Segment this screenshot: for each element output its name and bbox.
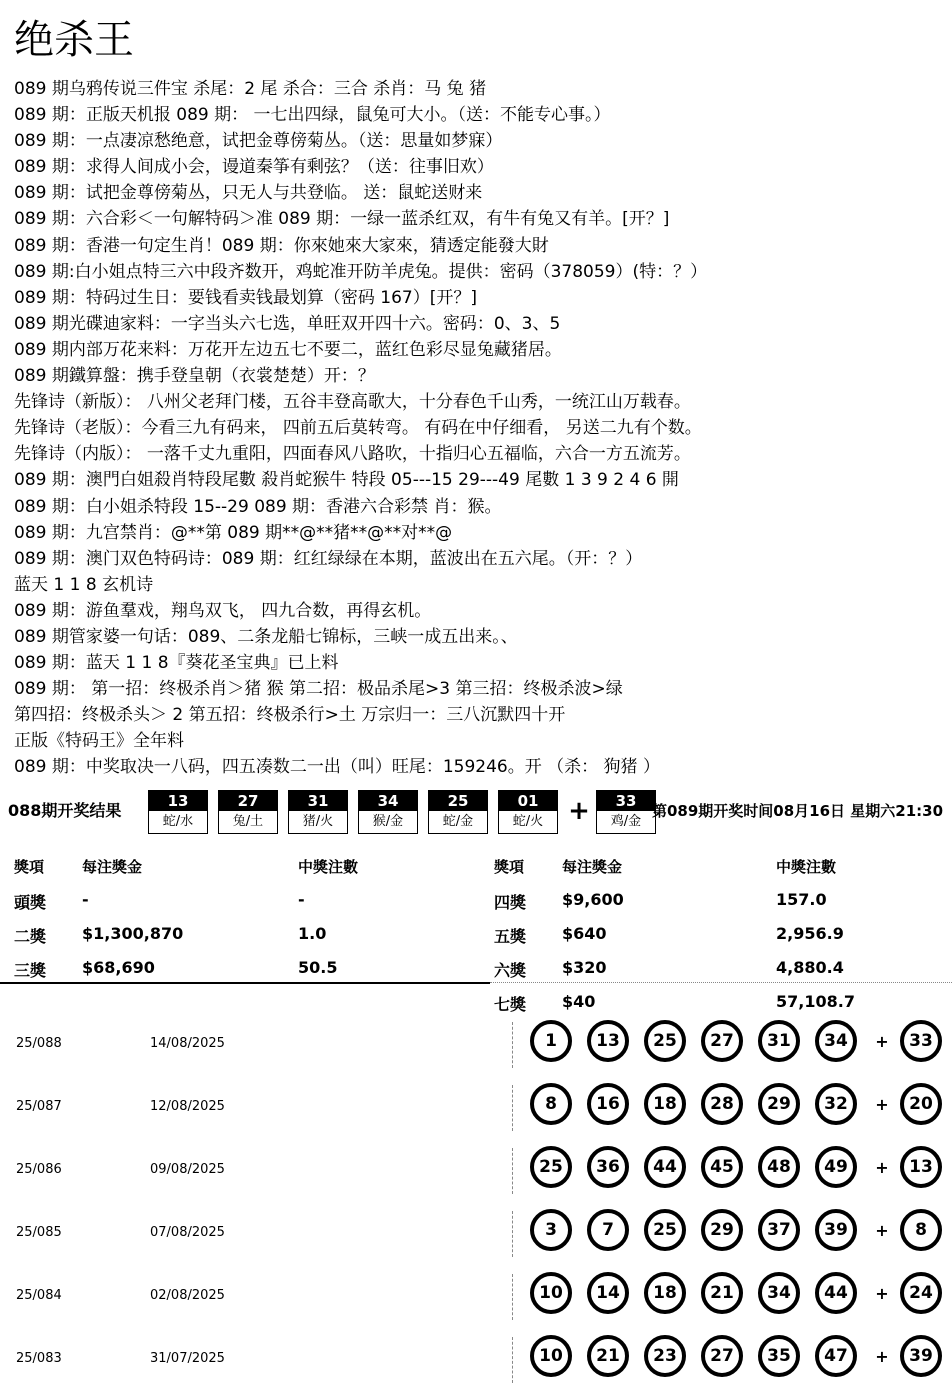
ball-zodiac: 猴/金 <box>372 814 404 829</box>
prediction-line: 089 期：九宫禁肖：@**第 089 期**@**猪**@**对**@ <box>14 522 453 543</box>
history-ball: 14 <box>587 1272 629 1314</box>
prediction-line: 089 期:白小姐点特三六中段齐数开，鸡蛇准开防羊虎兔。提供：密码（378059）(特：？） <box>14 261 708 282</box>
prediction-line: 正版《特码王》全年料 <box>14 731 184 752</box>
ball-number: 01 <box>499 791 557 811</box>
prize-table <box>0 848 952 1018</box>
prize-count: 2,956.9 <box>776 924 844 943</box>
history-ball: 44 <box>815 1272 857 1314</box>
prize-name: 五獎 <box>494 927 527 946</box>
history-ball: 27 <box>701 1335 743 1377</box>
prize-name: 三獎 <box>14 961 47 980</box>
history-ball: 45 <box>701 1146 743 1188</box>
history-separator <box>512 1211 513 1257</box>
history-ball: 10 <box>530 1335 572 1377</box>
history-special-ball: 24 <box>900 1272 942 1314</box>
prediction-line: 089 期： 第一招：终极杀肖＞猪 猴 第二招：极品杀尾>3 第三招：终极杀波>绿 <box>14 679 623 700</box>
prediction-line: 089 期：游鱼羣戏，翔鸟双飞， 四九合数，再得玄机。 <box>14 600 432 621</box>
history-row <box>0 1205 952 1265</box>
page-title: 绝杀王 <box>14 17 134 63</box>
history-ball: 29 <box>758 1083 800 1125</box>
prize-count: 50.5 <box>298 958 338 977</box>
history-special-ball: 33 <box>900 1020 942 1062</box>
ball-number: 13 <box>149 791 207 811</box>
prediction-line: 089 期：正版天机报 089 期： 一七出四绿，鼠兔可大小。（送：不能专心事。） <box>14 105 611 126</box>
prize-count: 1.0 <box>298 924 327 943</box>
history-ball: 39 <box>815 1209 857 1251</box>
prediction-line: 089 期内部万花来料：万花开左边五七不要二，蓝红色彩尽显兔藏猪居。 <box>14 339 562 360</box>
history-date: 31/07/2025 <box>150 1351 225 1366</box>
history-ball: 28 <box>701 1083 743 1125</box>
prediction-line: 089 期：蓝天 1 1 8『葵花圣宝典』已上料 <box>14 653 339 674</box>
history-ball: 18 <box>644 1272 686 1314</box>
prediction-line: 089 期：白小姐杀特段 15--29 089 期：香港六合彩禁 肖：猴。 <box>14 496 502 517</box>
history-date: 02/08/2025 <box>150 1288 225 1303</box>
ball-number: 34 <box>359 791 417 811</box>
prize-amount: $320 <box>562 958 607 977</box>
history-ball: 1 <box>530 1020 572 1062</box>
plus-sign: + <box>875 1346 889 1366</box>
history-ball: 44 <box>644 1146 686 1188</box>
prediction-line: 先锋诗（新版）： 八州父老拜门楼，五谷丰登高歌大，十分春色千山秀，一统江山万载春。 <box>14 392 691 413</box>
prize-divider-dotted <box>490 982 952 983</box>
history-date: 07/08/2025 <box>150 1225 225 1240</box>
history-ball: 25 <box>530 1146 572 1188</box>
history-ball: 35 <box>758 1335 800 1377</box>
plus-sign: + <box>568 796 590 826</box>
plus-sign: + <box>875 1283 889 1303</box>
prize-header: 獎項 <box>494 858 525 876</box>
prize-count: 4,880.4 <box>776 958 844 977</box>
history-ball: 31 <box>758 1020 800 1062</box>
result-ball <box>428 790 488 834</box>
ball-zodiac: 鸡/金 <box>610 814 642 829</box>
prediction-line: 089 期：试把金尊傍菊丛，只无人与共登临。 送：鼠蛇送财来 <box>14 183 483 204</box>
history-ball: 48 <box>758 1146 800 1188</box>
history-row <box>0 1016 952 1076</box>
history-special-ball: 13 <box>900 1146 942 1188</box>
history-ball: 36 <box>587 1146 629 1188</box>
ball-number: 33 <box>597 791 655 811</box>
prize-amount: $68,690 <box>82 958 155 977</box>
ball-zodiac: 蛇/金 <box>442 814 474 829</box>
prize-header: 每注獎金 <box>562 858 623 876</box>
prediction-line: 089 期乌鸦传说三件宝 杀尾：2 尾 杀合：三合 杀肖：马 兔 猪 <box>14 79 487 99</box>
prize-name: 四獎 <box>494 893 527 912</box>
history-ball: 3 <box>530 1209 572 1251</box>
results-bar <box>8 790 948 834</box>
history-issue: 25/087 <box>16 1099 62 1114</box>
prediction-line: 第四招：终极杀头＞ 2 第五招：终极杀行>土 万宗归一：三八沉默四十开 <box>14 705 566 726</box>
history-balls <box>530 1020 942 1062</box>
history-separator <box>512 1148 513 1194</box>
history-ball: 18 <box>644 1083 686 1125</box>
prize-amount: $9,600 <box>562 890 624 909</box>
history-ball: 10 <box>530 1272 572 1314</box>
history-row <box>0 1331 952 1391</box>
ball-number: 31 <box>289 791 347 811</box>
result-ball <box>288 790 348 834</box>
prize-header: 中獎注數 <box>298 858 359 876</box>
prediction-lines <box>14 76 944 781</box>
history-row <box>0 1079 952 1139</box>
prediction-line: 先锋诗（内版）： 一落千丈九重阳，四面春风八路吹，十指归心五福临，六合一方五流芳。 <box>14 444 691 465</box>
history-ball: 21 <box>587 1335 629 1377</box>
history-issue: 25/084 <box>16 1288 62 1303</box>
prize-amount: $640 <box>562 924 607 943</box>
ball-number: 25 <box>429 791 487 811</box>
history-ball: 25 <box>644 1020 686 1062</box>
prize-amount: - <box>82 890 89 909</box>
history-ball: 29 <box>701 1209 743 1251</box>
history-ball: 23 <box>644 1335 686 1377</box>
draw-time-info: 第089期开奖时间08月16日 星期六21:30 <box>652 802 944 820</box>
prize-amount: $40 <box>562 992 596 1011</box>
history-special-ball: 39 <box>900 1335 942 1377</box>
plus-sign: + <box>875 1031 889 1051</box>
prediction-line: 089 期：香港一句定生肖！089 期：你來她來大家來，猜透定能發大財 <box>14 235 549 256</box>
history-balls <box>530 1083 942 1125</box>
history-date: 09/08/2025 <box>150 1162 225 1177</box>
prediction-line: 蓝天 1 1 8 玄机诗 <box>14 574 154 595</box>
result-ball <box>218 790 278 834</box>
special-ball <box>596 790 656 834</box>
history-ball: 27 <box>701 1020 743 1062</box>
history-row <box>0 1268 952 1328</box>
prize-header: 每注獎金 <box>82 858 143 876</box>
history-issue: 25/088 <box>16 1036 62 1051</box>
prize-name: 頭獎 <box>14 893 47 912</box>
ball-number: 27 <box>219 791 277 811</box>
history-balls <box>530 1146 942 1188</box>
prediction-line: 089 期：特码过生日：要钱看卖钱最划算（密码 167）[开？] <box>14 287 477 308</box>
history-ball: 49 <box>815 1146 857 1188</box>
prediction-line: 089 期：求得人间成小会，谩道秦筝有剩弦？（送：往事旧欢） <box>14 157 494 178</box>
prediction-line: 089 期光碟迪家料：一字当头六七选，单旺双开四十六。密码：0、3、5 <box>14 313 561 334</box>
plus-sign: + <box>875 1094 889 1114</box>
history-separator <box>512 1274 513 1320</box>
history-special-ball: 20 <box>900 1083 942 1125</box>
history-date: 12/08/2025 <box>150 1099 225 1114</box>
ball-zodiac: 猪/火 <box>302 814 334 829</box>
history-ball: 34 <box>815 1020 857 1062</box>
history-date: 14/08/2025 <box>150 1036 225 1051</box>
prediction-line: 089 期：中奖取决一八码，四五凑数二一出（叫）旺尾：159246。开 （杀： 狗猪 ） <box>14 757 660 778</box>
prize-name: 六獎 <box>494 961 527 980</box>
result-ball <box>148 790 208 834</box>
prize-header: 中獎注數 <box>776 858 837 876</box>
prize-amount: $1,300,870 <box>82 924 184 943</box>
history-ball: 47 <box>815 1335 857 1377</box>
prize-name: 七獎 <box>494 995 527 1014</box>
history-ball: 8 <box>530 1083 572 1125</box>
prize-count: 157.0 <box>776 890 827 909</box>
history-issue: 25/085 <box>16 1225 62 1240</box>
prediction-line: 089 期鐵算盤：携手登皇朝（衣裳楚楚）开：？ <box>14 366 375 387</box>
history-ball: 34 <box>758 1272 800 1314</box>
prize-count: 57,108.7 <box>776 992 855 1011</box>
ball-zodiac: 蛇/水 <box>162 814 194 829</box>
history-ball: 21 <box>701 1272 743 1314</box>
prize-header: 獎項 <box>14 858 45 876</box>
history-balls <box>530 1335 942 1377</box>
results-label: 088期开奖结果 <box>8 801 122 820</box>
history-issue: 25/086 <box>16 1162 62 1177</box>
result-ball <box>498 790 558 834</box>
prediction-line: 089 期：一点凄凉愁绝意，试把金尊傍菊丛。（送：思量如梦寐） <box>14 131 503 152</box>
ball-zodiac: 蛇/火 <box>512 814 544 829</box>
history-balls <box>530 1209 942 1251</box>
history-ball: 13 <box>587 1020 629 1062</box>
history-row <box>0 1142 952 1202</box>
plus-sign: + <box>875 1220 889 1240</box>
history-ball: 16 <box>587 1083 629 1125</box>
history-issue: 25/083 <box>16 1351 62 1366</box>
history-ball: 25 <box>644 1209 686 1251</box>
prediction-line: 089 期：澳门双色特码诗：089 期：红红绿绿在本期，蓝波出在五六尾。（开：？） <box>14 548 643 569</box>
result-ball <box>358 790 418 834</box>
history-ball: 32 <box>815 1083 857 1125</box>
prize-name: 二獎 <box>14 927 47 946</box>
ball-zodiac: 兔/土 <box>232 814 264 829</box>
history-separator <box>512 1337 513 1383</box>
prediction-line: 先锋诗（老版）：今看三九有码来， 四前五后莫转弯。 有码在中仔细看， 另送二九有个数。 <box>14 418 702 439</box>
prediction-line: 089 期：六合彩＜一句解特码＞准 089 期：一绿一蓝杀红双，有牛有兔又有羊。[开？] <box>14 209 670 230</box>
prize-divider <box>0 982 490 984</box>
prize-count: - <box>298 890 305 909</box>
history-balls <box>530 1272 942 1314</box>
history-ball: 7 <box>587 1209 629 1251</box>
plus-sign: + <box>875 1157 889 1177</box>
prediction-line: 089 期：澳門白姐殺肖特段尾數 殺肖蛇猴牛 特段 05---15 29---49 尾數 1 3 9 2 4 6 開 <box>14 470 679 491</box>
history-separator <box>512 1022 513 1068</box>
prediction-line: 089 期管家婆一句话：089、二条龙船七锦标，三峡一成五出来。、 <box>14 626 518 647</box>
history-separator <box>512 1085 513 1131</box>
history-special-ball: 8 <box>900 1209 942 1251</box>
result-balls <box>148 790 666 834</box>
history-ball: 37 <box>758 1209 800 1251</box>
